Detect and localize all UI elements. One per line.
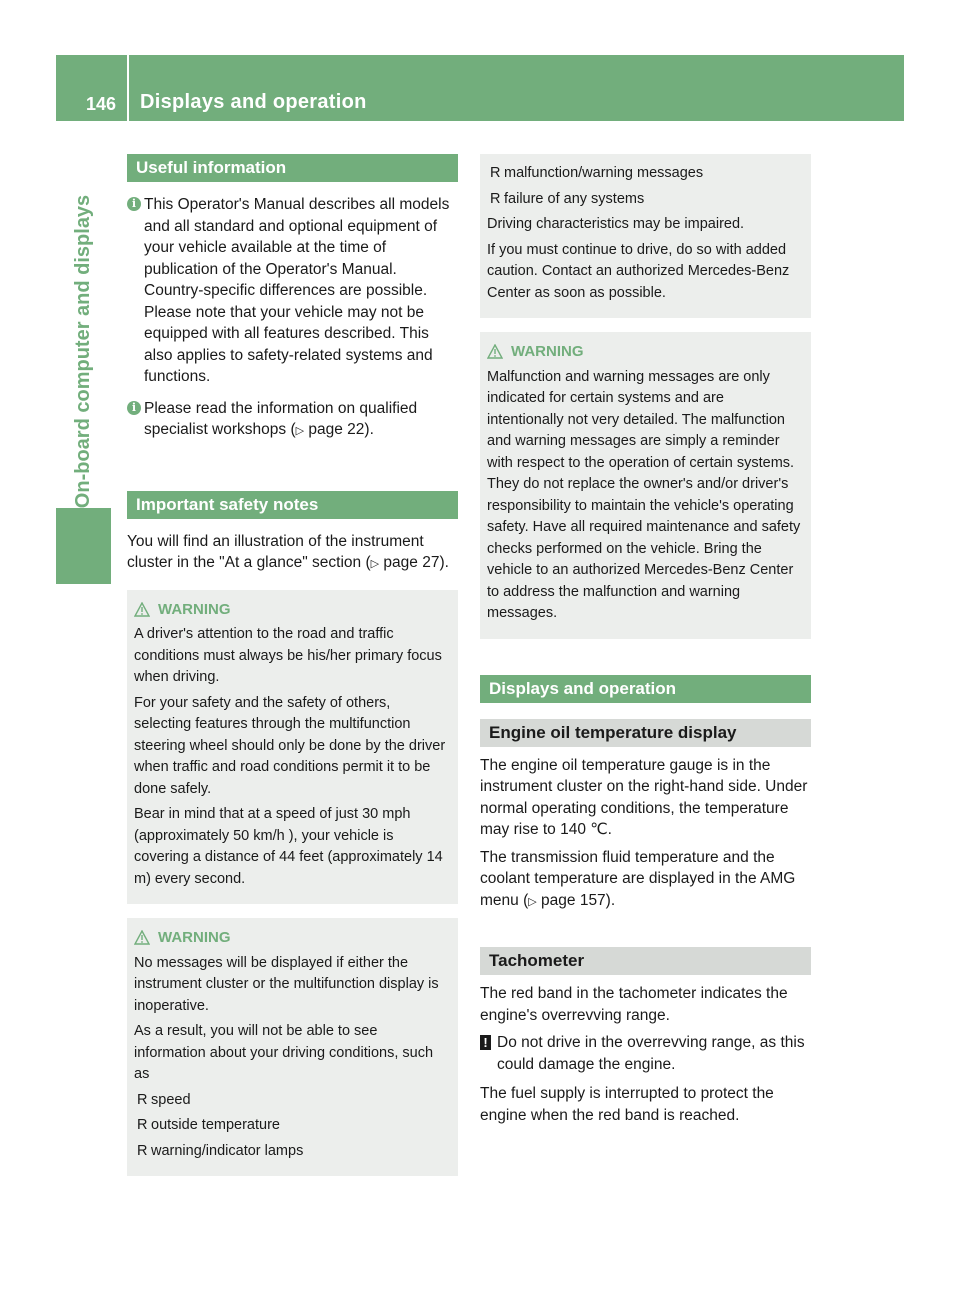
engine-oil-text: The engine oil temperature gauge is in the instrument cluster on the right-hand side. Under normal operating conditions, the temperature may rise to 140 ℃.	[480, 756, 808, 838]
side-tab-label: On-board computer and displays	[72, 194, 95, 508]
list-item	[134, 1115, 451, 1137]
right-column	[480, 154, 811, 1132]
list-item	[134, 1141, 451, 1163]
exclamation-icon: !	[480, 1035, 491, 1050]
warning-triangle-icon	[487, 344, 503, 359]
page-ref-arrow-icon: ▷	[370, 558, 380, 570]
warning-label: WARNING	[158, 600, 231, 618]
warning-text: Bear in mind that at a speed of just 30 mph (approximately 50 km/h ), your vehicle is covering a distance of 44 feet (approximately 14 m) every second.	[134, 806, 443, 887]
warning-text: Driving characteristics may be impaired.	[487, 216, 745, 232]
bullet-icon: R	[490, 190, 501, 207]
page-title: Displays and operation	[140, 91, 367, 113]
page-ref-link[interactable]: page 22).	[308, 421, 374, 438]
warning-text: Malfunction and warning messages are only indicated for certain systems and are intentionally not very detailed. The malfunction and warning messages are simply a reminder with respect to the operation of certain systems. They do not replace the owner's and/or driver's responsibility to maintain the vehicle's operating safety. Have all required maintenance and safety checks performed on the vehicle. Bring the vehicle to an authorized Mercedes-Benz Center to address the malfunction and warning messages.	[487, 368, 801, 621]
safety-intro	[127, 531, 458, 576]
caution-note-text: Do not drive in the overrevving range, as this could damage the engine.	[497, 1034, 805, 1073]
warning-header	[134, 599, 451, 621]
warning-triangle-icon	[134, 602, 150, 617]
warning-continuation-box	[480, 154, 811, 318]
warning-box	[127, 918, 458, 1176]
displays-operation-heading: Displays and operation	[480, 675, 811, 703]
bullet-icon: R	[490, 165, 501, 181]
header-divider	[127, 55, 129, 121]
list-item	[134, 1090, 451, 1112]
engine-oil-heading: Engine oil temperature display	[480, 719, 811, 747]
warning-header	[134, 927, 451, 949]
list-item	[487, 163, 804, 185]
warning-text: A driver's attention to the road and traffic conditions must always be his/her primary focus when driving.	[134, 626, 442, 685]
info-text: Please read the information on qualified specialist workshops (	[144, 399, 418, 438]
warning-text: As a result, you will not be able to see information about your driving conditions, such as	[134, 1023, 434, 1082]
info-icon: i	[127, 401, 141, 415]
caution-note	[480, 1032, 811, 1075]
list-item-text: failure of any systems	[504, 190, 645, 207]
warning-text: If you must continue to drive, do so with added caution. Contact an authorized Mercedes-Benz Center as soon as possible.	[487, 241, 790, 301]
page-number: 146	[86, 94, 117, 114]
page-ref-arrow-icon: ▷	[528, 895, 537, 908]
engine-oil-text	[480, 847, 811, 914]
list-item-text: warning/indicator lamps	[151, 1142, 304, 1159]
safety-notes-heading: Important safety notes	[127, 491, 458, 519]
engine-oil-text-part: The transmission fluid temperature and the coolant temperature are displayed in the AMG menu (	[480, 848, 796, 909]
bullet-icon: R	[137, 1117, 148, 1133]
warning-box	[127, 590, 458, 905]
page-ref-arrow-icon: ▷	[295, 425, 305, 437]
warning-label: WARNING	[511, 343, 584, 360]
list-item-text: malfunction/warning messages	[504, 165, 704, 181]
info-note	[127, 194, 458, 388]
safety-intro-text: You will find an illustration of the instrument cluster in the "At a glance" section (	[127, 532, 424, 571]
warning-box	[480, 332, 811, 639]
useful-info-heading: Useful information	[127, 154, 458, 182]
page-ref-link[interactable]: page 27).	[383, 554, 449, 571]
warning-triangle-icon	[134, 930, 150, 945]
warning-text: No messages will be displayed if either the instrument cluster or the multifunction display is inoperative.	[134, 954, 439, 1014]
left-column	[127, 154, 458, 1190]
page-ref-link[interactable]: page 157).	[541, 891, 616, 909]
tachometer-text: The fuel supply is interrupted to protect the engine when the red band is reached.	[480, 1085, 774, 1124]
warning-text: For your safety and the safety of others, selecting features through the multifunction steering wheel should only be done by the driver when traffic and road conditions permit it to be done safely.	[134, 694, 446, 797]
side-marker-block	[56, 508, 111, 584]
warning-label: WARNING	[158, 929, 231, 946]
tachometer-heading: Tachometer	[480, 947, 811, 975]
bullet-icon: R	[137, 1142, 148, 1159]
list-item	[487, 189, 804, 211]
warning-header	[487, 341, 804, 363]
info-note	[127, 398, 458, 443]
list-item-text: speed	[151, 1091, 191, 1108]
info-icon: i	[127, 197, 141, 211]
list-item-text: outside temperature	[151, 1117, 280, 1133]
tachometer-text: The red band in the tachometer indicates the engine's overrevving range.	[480, 985, 788, 1024]
bullet-icon: R	[137, 1091, 148, 1108]
info-text: This Operator's Manual describes all models and all standard and optional equipment of your vehicle available at the time of publication of the Operator's Manual. Country-specific differences are possible. Please note that your vehicle may not be equipped with all features described. This also applies to safety-related systems and functions.	[144, 196, 450, 385]
